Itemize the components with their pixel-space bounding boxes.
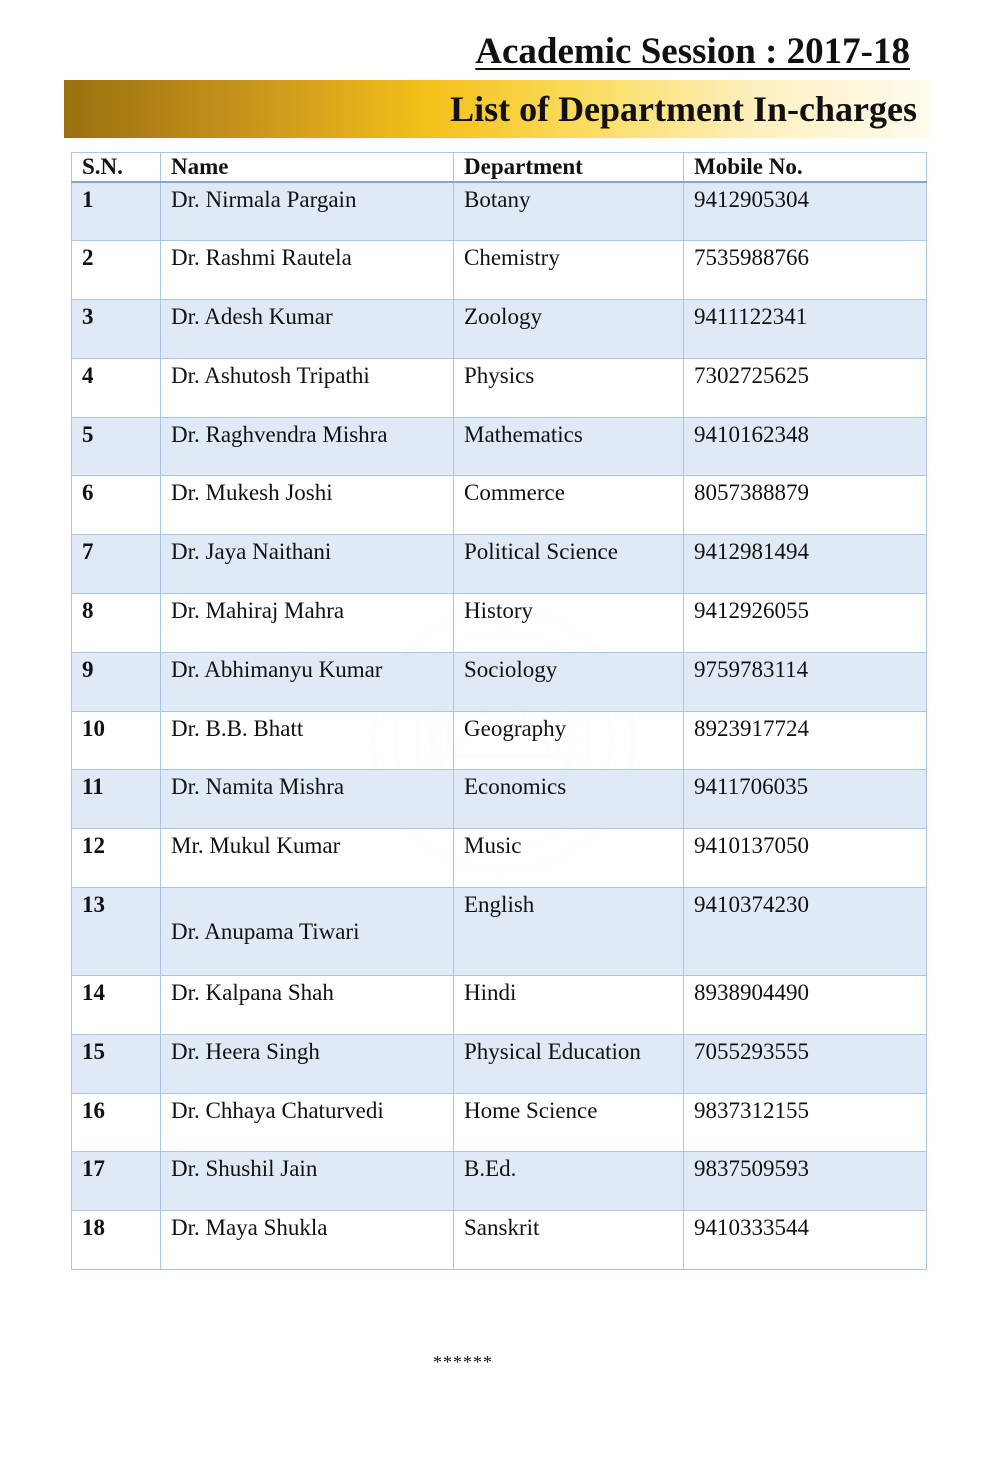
column-header-mobile: Mobile No. [684,153,927,183]
cell-sn: 3 [72,300,161,359]
cell-department: Botany [454,182,684,241]
cell-department: B.Ed. [454,1152,684,1211]
column-header-department: Department [454,153,684,183]
table-row [72,300,927,359]
cell-department: Geography [454,711,684,770]
cell-mobile: 9411706035 [684,770,927,829]
cell-sn: 2 [72,241,161,300]
cell-mobile: 9759783114 [684,652,927,711]
cell-department: Commerce [454,476,684,535]
cell-mobile: 9410137050 [684,829,927,888]
cell-department: History [454,594,684,653]
title-banner [64,80,930,138]
cell-sn: 18 [72,1211,161,1270]
cell-name: Dr. Mukesh Joshi [161,476,454,535]
cell-department: English [454,888,684,976]
cell-name: Dr. Mahiraj Mahra [161,594,454,653]
table-row [72,358,927,417]
cell-name: Dr. Shushil Jain [161,1152,454,1211]
cell-mobile: 9837509593 [684,1152,927,1211]
cell-mobile: 8057388879 [684,476,927,535]
column-header-name: Name [161,153,454,183]
department-incharges-table [71,152,927,1270]
cell-department: Zoology [454,300,684,359]
cell-department: Physics [454,358,684,417]
table-row [72,1211,927,1270]
table-row [72,1034,927,1093]
cell-name: Dr. Abhimanyu Kumar [161,652,454,711]
table-row [72,652,927,711]
column-header-sn: S.N. [72,153,161,183]
table-row [72,770,927,829]
cell-sn: 12 [72,829,161,888]
cell-sn: 1 [72,182,161,241]
cell-department: Physical Education [454,1034,684,1093]
cell-sn: 9 [72,652,161,711]
cell-mobile: 9412905304 [684,182,927,241]
cell-name: Dr. B.B. Bhatt [161,711,454,770]
cell-mobile: 8938904490 [684,976,927,1035]
table-row [72,1152,927,1211]
cell-sn: 11 [72,770,161,829]
cell-sn: 5 [72,417,161,476]
table-header-row [72,153,927,183]
cell-sn: 17 [72,1152,161,1211]
cell-sn: 10 [72,711,161,770]
cell-sn: 16 [72,1093,161,1152]
cell-department: Sanskrit [454,1211,684,1270]
cell-name: Dr. Rashmi Rautela [161,241,454,300]
cell-name: Dr. Kalpana Shah [161,976,454,1035]
table-row [72,976,927,1035]
cell-name: Dr. Ashutosh Tripathi [161,358,454,417]
cell-sn: 6 [72,476,161,535]
cell-sn: 4 [72,358,161,417]
cell-mobile: 9837312155 [684,1093,927,1152]
cell-sn: 7 [72,535,161,594]
table-row [72,476,927,535]
cell-name: Dr. Nirmala Pargain [161,182,454,241]
cell-department: Sociology [454,652,684,711]
cell-name: Dr. Heera Singh [161,1034,454,1093]
cell-department: Home Science [454,1093,684,1152]
academic-session-heading: Academic Session : 2017-18 [475,31,910,72]
cell-mobile: 8923917724 [684,711,927,770]
table-row [72,888,927,976]
cell-mobile: 9411122341 [684,300,927,359]
cell-mobile: 9412981494 [684,535,927,594]
cell-name: Dr. Anupama Tiwari [161,888,454,976]
cell-department: Mathematics [454,417,684,476]
cell-mobile: 7302725625 [684,358,927,417]
cell-mobile: 9410333544 [684,1211,927,1270]
cell-mobile: 7535988766 [684,241,927,300]
cell-name: Dr. Chhaya Chaturvedi [161,1093,454,1152]
table-row [72,711,927,770]
table-row [72,535,927,594]
table-row [72,829,927,888]
cell-department: Chemistry [454,241,684,300]
page-title: List of Department In-charges [450,89,917,129]
cell-name: Dr. Raghvendra Mishra [161,417,454,476]
cell-department: Economics [454,770,684,829]
cell-department: Music [454,829,684,888]
cell-name: Dr. Adesh Kumar [161,300,454,359]
cell-sn: 14 [72,976,161,1035]
end-of-list-marker: ****** [433,1352,493,1372]
cell-mobile: 7055293555 [684,1034,927,1093]
table-row [72,182,927,241]
table-row [72,417,927,476]
table-row [72,241,927,300]
cell-name: Dr. Namita Mishra [161,770,454,829]
cell-sn: 13 [72,888,161,976]
table-row [72,594,927,653]
cell-mobile: 9412926055 [684,594,927,653]
cell-name: Mr. Mukul Kumar [161,829,454,888]
cell-sn: 8 [72,594,161,653]
table-row [72,1093,927,1152]
cell-mobile: 9410162348 [684,417,927,476]
cell-mobile: 9410374230 [684,888,927,976]
cell-sn: 15 [72,1034,161,1093]
cell-name: Dr. Jaya Naithani [161,535,454,594]
cell-department: Political Science [454,535,684,594]
cell-name: Dr. Maya Shukla [161,1211,454,1270]
cell-department: Hindi [454,976,684,1035]
